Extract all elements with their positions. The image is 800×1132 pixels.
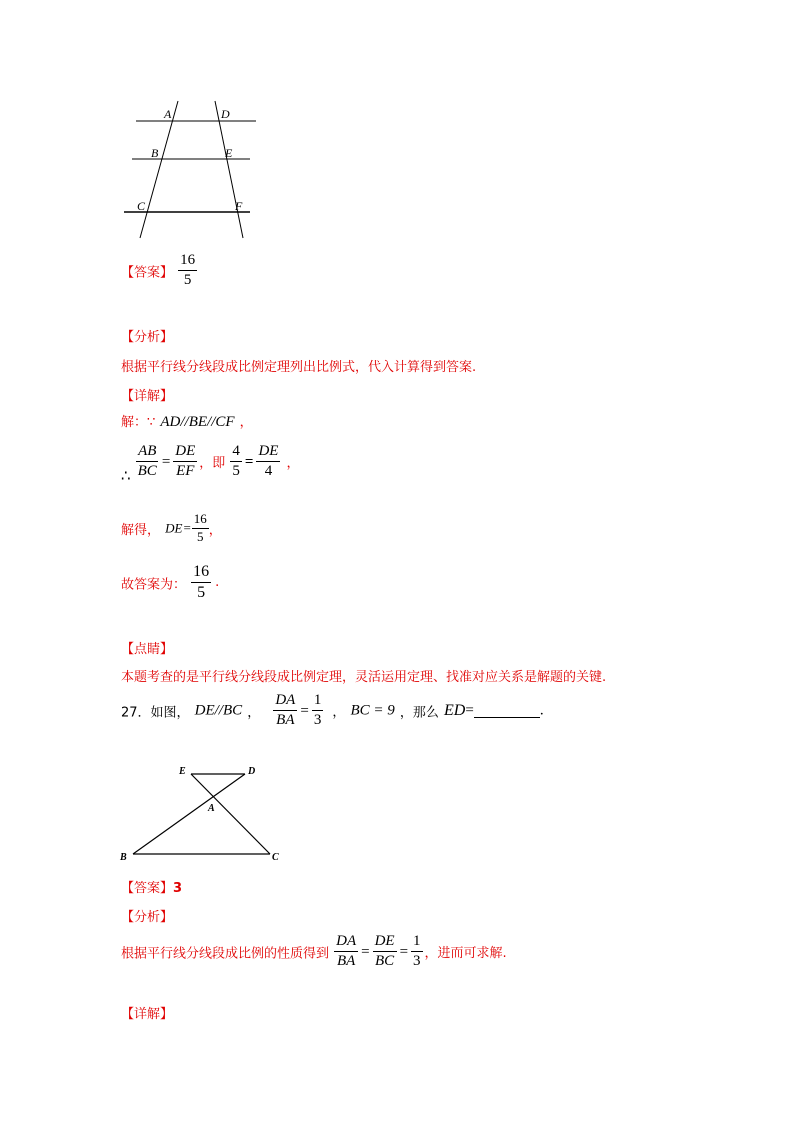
equals-sign-bold: = [244, 454, 254, 471]
fraction-de4-numerator: DE [256, 443, 280, 462]
analysis2-one: 1 [411, 933, 423, 952]
analysis2-three: 3 [413, 953, 421, 970]
fraction-ab-denominator: BC [137, 463, 157, 480]
detail1-parallel: AD//BE//CF [160, 414, 235, 430]
question27-cond3: BC = 9 [350, 702, 395, 719]
final-suffix: . [215, 575, 220, 591]
label-c2: C [272, 852, 279, 863]
answer2-tag: 【答案】 [121, 881, 174, 896]
label-d: D [221, 107, 230, 121]
question27-period: . [539, 702, 544, 719]
final-fraction [191, 563, 211, 603]
label-c: C [137, 199, 146, 213]
solve-variable: DE [165, 520, 183, 536]
segment-ec [191, 774, 270, 854]
therefore-symbol: ∴ [121, 468, 131, 485]
answer2-value: 3 [173, 881, 183, 896]
fraction-4-numerator: 4 [230, 443, 242, 462]
solve-fraction [192, 512, 209, 545]
question27-number: 27．如图， [121, 705, 190, 721]
detail1-line2-suffix: ， [286, 456, 300, 472]
question27-ask: ED [444, 701, 466, 719]
detail1-final [121, 563, 219, 603]
final-numerator: 16 [191, 563, 211, 583]
question27-sep1: ， [247, 705, 261, 721]
comment1-tag: 【点睛】 [121, 642, 174, 657]
comment1-text: 本题考查的是平行线分线段成比例定理，灵活运用定理、找准对应关系是解题的关键. [121, 670, 607, 685]
solve-numerator: 16 [192, 512, 209, 529]
fraction-ab-numerator: AB [136, 443, 158, 462]
detail2-tag: 【详解】 [121, 1007, 174, 1022]
fraction-de-4 [256, 443, 280, 481]
label-b: B [151, 146, 159, 160]
transversal-left [140, 101, 178, 238]
detail1-line1 [121, 411, 253, 431]
fraction-de4-denominator: 4 [264, 463, 273, 480]
question27-cond1: DE//BC [194, 702, 243, 719]
label-f: F [235, 199, 243, 213]
answer-blank [474, 703, 540, 718]
solve-prefix: 解得， [121, 522, 161, 538]
question27-da: DA [273, 692, 297, 711]
answer1-numerator: 16 [178, 252, 197, 271]
question27-three: 3 [313, 712, 322, 729]
final-prefix: 故答案为： [121, 577, 187, 593]
final-denominator: 5 [197, 584, 206, 602]
detail1-prefix: 解：∵ [121, 415, 156, 430]
analysis1-text: 根据平行线分线段成比例定理列出比例式，代入计算得到答案. [121, 360, 477, 375]
question27-fraction-1-3 [312, 692, 324, 730]
segment-db [133, 774, 245, 854]
analysis2-equals1: = [361, 944, 370, 961]
analysis2-tag: 【分析】 [121, 910, 174, 925]
label-a2: A [208, 803, 215, 814]
detail1-line1-suffix: ， [239, 415, 253, 430]
figure-parallel-lines [118, 96, 268, 246]
analysis2-bc: BC [374, 953, 395, 970]
analysis2-de: DE [373, 933, 397, 952]
detail1-tag: 【详解】 [121, 389, 174, 404]
fraction-4-5 [230, 443, 242, 481]
solve-denominator: 5 [197, 528, 204, 544]
question27-sep3: ，那么 [399, 705, 439, 721]
question27-fraction-da-ba [273, 692, 297, 730]
solve-equals: = [183, 520, 191, 536]
figure-crossed-triangles [115, 760, 295, 870]
analysis2-ba: BA [336, 953, 356, 970]
question27-one: 1 [312, 692, 324, 711]
analysis2-suffix: ，进而可求解. [424, 946, 507, 962]
analysis1-tag: 【分析】 [121, 330, 174, 345]
analysis2-fraction-da-ba [334, 933, 358, 971]
analysis2-da: DA [334, 933, 358, 952]
analysis2-equals2: = [399, 944, 409, 961]
analysis2-prefix: 根据平行线分线段成比例的性质得到 [121, 946, 330, 962]
question27-sep2: ， [332, 705, 346, 721]
solve-suffix: ， [208, 522, 222, 538]
detail1-ji: ，即 [199, 456, 226, 472]
analysis2-line [121, 933, 507, 971]
label-b2: B [120, 852, 127, 863]
fraction-de-numerator: DE [173, 443, 197, 462]
answer1-fraction [178, 252, 197, 290]
equals-sign: = [161, 454, 171, 471]
label-a: A [164, 107, 172, 121]
fraction-5-denominator: 5 [232, 463, 240, 480]
question27-equals: = [300, 703, 309, 720]
question27-ask-equals: = [465, 702, 474, 719]
answer1-tag: 【答案】 [121, 265, 174, 281]
fraction-de-denominator: EF [176, 463, 195, 480]
answer1-row [121, 252, 197, 290]
fraction-ab-bc [136, 443, 159, 481]
fraction-de-ef [173, 443, 197, 481]
analysis2-fraction-1-3 [411, 933, 423, 971]
label-e: E [225, 146, 233, 160]
answer2-row [121, 877, 182, 896]
detail1-line2 [121, 443, 299, 485]
answer1-denominator: 5 [183, 272, 192, 289]
label-d2: D [248, 766, 256, 777]
detail1-solve [121, 512, 222, 545]
label-e2: E [179, 766, 186, 777]
question27-ba: BA [276, 712, 295, 729]
analysis2-fraction-de-bc [373, 933, 397, 971]
transversal-right [215, 101, 243, 238]
question27 [121, 692, 544, 730]
